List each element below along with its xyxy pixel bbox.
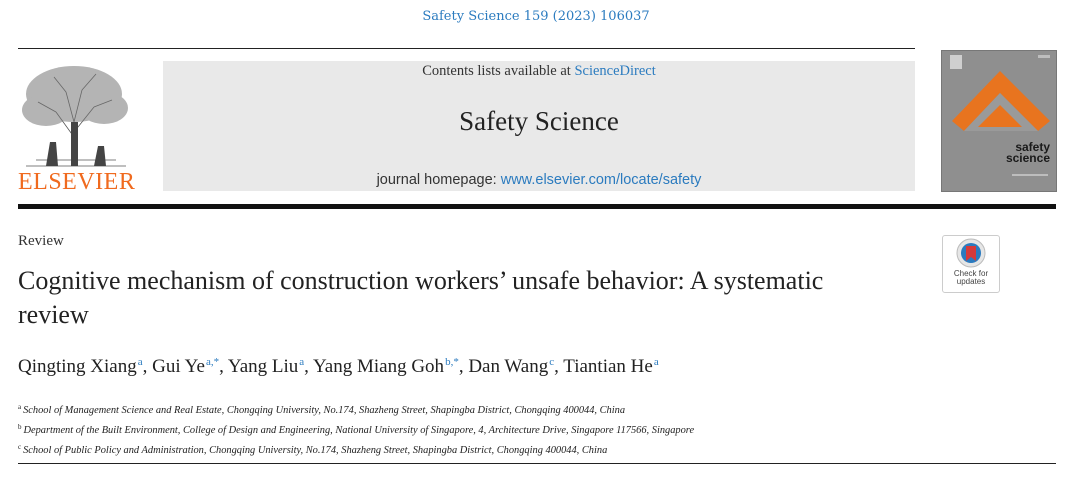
affiliation-item: $^b$ Department of the Built Environment, College of Design and Engineering, National University of Singapore, 4, Architecture Drive, Singapore 117566, Singapore <box>18 423 695 436</box>
author-name[interactable]: Qingting Xiang <box>18 356 137 377</box>
journal-banner <box>163 61 915 191</box>
author-affiliation-mark[interactable]: c <box>549 356 555 368</box>
article-type: Review <box>18 233 64 249</box>
author-name[interactable]: Tiantian He <box>563 356 653 377</box>
cover-title: safety science <box>1005 140 1050 165</box>
homepage-line: journal homepage: www.elsevier.com/locate/safety <box>376 172 702 188</box>
journal-cover-image[interactable] <box>941 50 1057 192</box>
sciencedirect-link[interactable]: ScienceDirect <box>574 63 656 79</box>
elsevier-logo[interactable] <box>16 62 136 195</box>
top-divider <box>18 48 915 49</box>
bottom-divider <box>18 463 1056 464</box>
author-affiliation-mark[interactable]: a <box>137 356 143 368</box>
header-divider <box>18 204 1056 209</box>
updates-label: Check for updates <box>953 269 989 286</box>
affiliations <box>18 399 694 459</box>
journal-homepage-link[interactable]: www.elsevier.com/locate/safety <box>500 172 702 188</box>
author-name[interactable]: Gui Ye <box>152 356 205 377</box>
affiliation-item: $^c$ School of Public Policy and Administration, Chongqing University, No.174, Shazheng Street, Shapingba District, Chongqing 400044, China <box>18 443 608 456</box>
journal-citation[interactable]: Safety Science 159 (2023) 106037 <box>422 9 650 24</box>
affiliation-item: $^a$ School of Management Science and Real Estate, Chongqing University, No.174, Shazheng Street, Shapingba District, Chongqing 400044, China <box>18 403 626 416</box>
author-name[interactable]: Yang Miang Goh <box>312 356 445 377</box>
cover-artwork-icon <box>942 51 1056 191</box>
contents-line: Contents lists available at ScienceDirect <box>422 63 656 79</box>
check-for-updates-badge[interactable] <box>942 235 1000 293</box>
author-affiliation-mark[interactable]: a <box>299 356 305 368</box>
author-affiliation-mark[interactable]: a,* <box>205 356 220 368</box>
journal-name: Safety Science <box>459 106 619 136</box>
author-name[interactable]: Dan Wang <box>468 356 549 377</box>
author-name[interactable]: Yang Liu <box>227 356 299 377</box>
author-list: Qingting Xiang$^a$, Gui $Ye^{a,*}$, Yang Liu$^a$, Yang Miang Goh$^{b,*}$, Dan Wang$^c$, Tiantian He$^a$ <box>18 356 659 377</box>
publisher-wordmark: ELSEVIER <box>18 169 136 195</box>
article-title: Cognitive mechanism of construction workers’ unsafe behavior: A systematic review <box>18 266 824 329</box>
crossmark-icon <box>943 236 999 270</box>
author-affiliation-mark[interactable]: b,* <box>445 356 459 368</box>
elsevier-tree-icon <box>16 62 134 170</box>
author-affiliation-mark[interactable]: a <box>653 356 659 368</box>
